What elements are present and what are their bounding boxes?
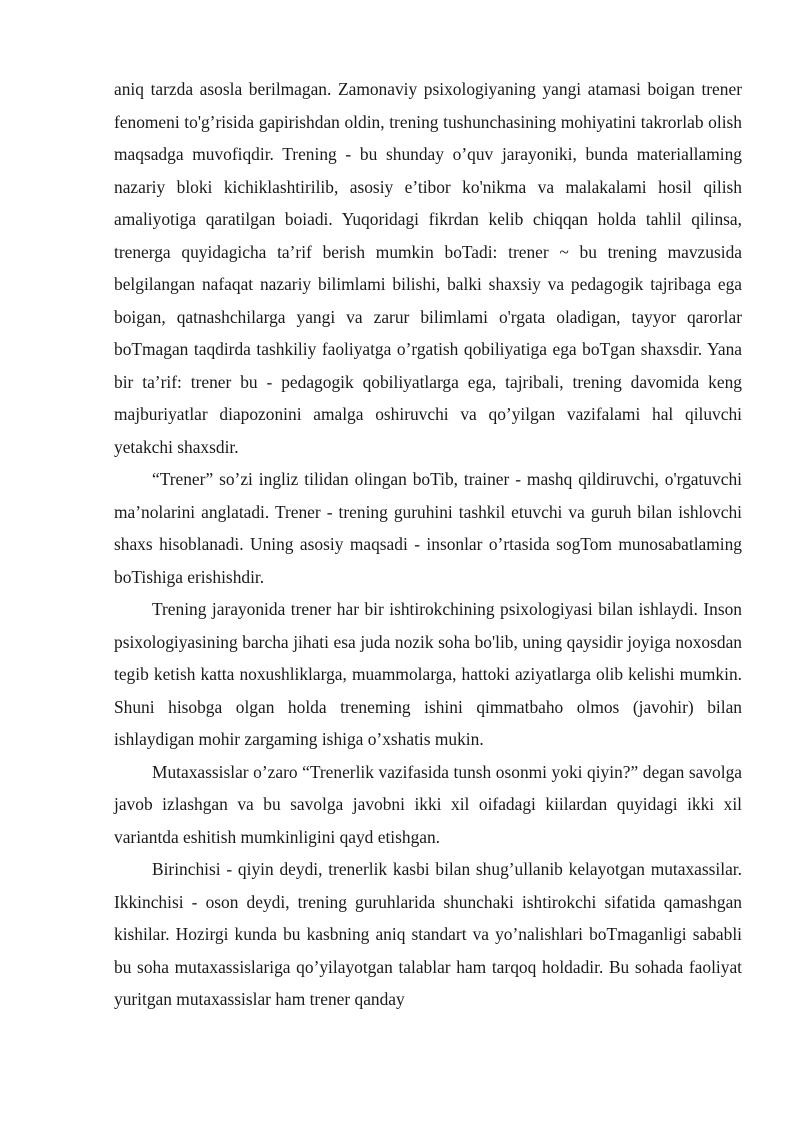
paragraph-2: “Trener” so’zi ingliz tilidan olingan boTib, trainer - mashq qildiruvchi, o'rgatuvchi ma’nolarini anglatadi. Trener - trening guruhini tashkil etuvchi va guruh bilan ishlovchi shaxs hisoblanadi. Uning asosiy maqsadi - insonlar o’rtasida sogTom munosabatlaming boTishiga erishishdir. [114, 469, 742, 587]
paragraph-3: Trening jarayonida trener har bir ishtirokchining psixologiyasi bilan ishlaydi. Inson psixologiyasining barcha jihati esa juda nozik soha bo'lib, uning qaysidir joyiga noxosdan tegib ketish katta noxushliklarga, muammolarga, hattoki aziyatlarga olib kelishi mumkin. Shuni hisobga olgan holda treneming ishini qimmatbaho olmos (javohir) bilan ishlaydigan mohir zargaming ishiga o’xshatis mukin. [114, 599, 742, 749]
paragraph-1: aniq tarzda asosla berilmagan. Zamonaviy psixologiyaning yangi atamasi boigan trener fenomeni to'g’risida gapirishdan oldin, trening tushunchasining mohiyatini takrorlab olish maqsadga muvofiqdir. Trening - bu shunday o’quv jarayoniki, bunda materiallaming nazariy bloki kichiklashtirilib, asosiy e’tibor ko'nikma va malakalami hosil qilish amaliyotiga qaratilgan boiadi. Yuqoridagi fikrdan kelib chiqqan holda tahlil qilinsa, trenerga quyidagicha ta’rif berish mumkin boTadi: trener ~ bu trening mavzusida belgilangan nafaqat nazariy bilimlami bilishi, balki shaxsiy va pedagogik tajribaga ega boigan, qatnashchilarga yangi va zarur bilimlami o'rgata oladigan, tayyor qarorlar boTmagan taqdirda tashkiliy faoliyatga o’rgatish qobiliyatiga ega boTgan shaxsdir. Yana bir ta’rif: trener bu - pedagogik qobiliyatlarga ega, tajribali, trening davomida keng majburiyatlar diapozonini amalga oshiruvchi va qo’yilgan vazifalami hal qiluvchi yetakchi shaxsdir. [114, 79, 742, 457]
paragraph-5: Birinchisi - qiyin deydi, trenerlik kasbi bilan shug’ullanib kelayotgan mutaxassilar. Ikkinchisi - oson deydi, trening guruhlarida shunchaki ishtirokchi sifatida qamashgan kishilar. Hozirgi kunda bu kasbning aniq standart va yo’nalishlari boTmaganligi sababli bu soha mutaxassislariga qo’yilayotgan talablar ham tarqoq holdadir. Bu sohada faoliyat yuritgan mutaxassislar ham trener qanday [114, 859, 742, 1009]
document-page [114, 73, 742, 1016]
paragraph-4: Mutaxassislar o’zaro “Trenerlik vazifasida tunsh osonmi yoki qiyin?” degan savolga javob izlashgan va bu savolga javobni ikki xil oifadagi kiilardan quyidagi ikki xil variantda eshitish mumkinligini qayd etishgan. [114, 761, 742, 847]
